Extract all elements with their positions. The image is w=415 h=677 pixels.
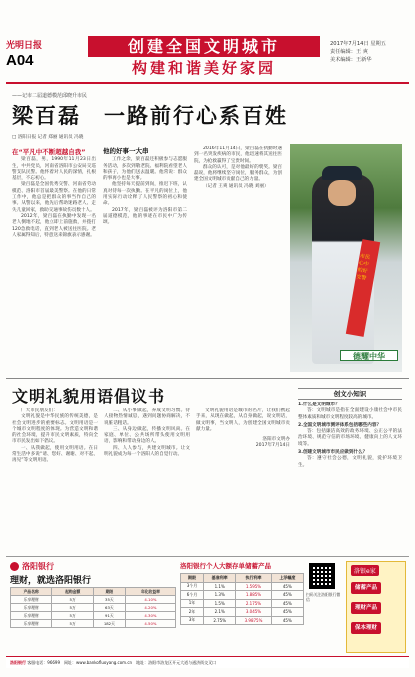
table-header: 基准利率 [204,574,236,583]
table-cell: 6个月 [181,591,204,600]
issue-info [330,40,412,64]
lead-column-3 [194,146,282,372]
table-cell: 4.30% [125,612,175,620]
box-answer: 答：文明城市是指在全面建设小康社会中市民整体素质和城市文明程度较高的城市。 [298,408,402,420]
officer-face [328,180,356,206]
table-cell: 乐享理财 [11,596,52,604]
lead-paragraph: 工作之余，梁百磊还积极参与志愿服务活动，多次到敬老院、福利院看望老人和孩子，为他们送去温暖。他常说：群众的事再小也是大事。 [103,157,187,182]
promo-wealth[interactable]: 理财产品 [351,602,381,614]
table-cell: 1.885% [236,591,271,600]
table-cell: 1年 [181,599,204,608]
table-cell: 5万 [52,612,93,620]
lead-paragraph: 梁百磊，男，1990年11月23日出生，中共党员，河南省洛阳市公安局交巡警支队民警。他怀着对人民的深情，扎根基层，不忘初心。 [12,157,96,182]
photo-badge: 德耀中华 [340,350,398,361]
table-header: 年化收益率 [125,588,175,596]
campaign-banner [88,36,320,78]
footer-bank-name: 洛阳银行 [10,660,26,665]
table-cell: 45% [271,591,303,600]
table-cell: 45% [271,608,303,617]
officer-hat [322,166,362,180]
lead-paragraph: 2016年11月14日，梁百磊在执勤时遇到一名突发疾病的市民，他迅速将其送往医院，为抢救赢得了宝贵时间。 [194,146,282,164]
bank-mark-icon [10,562,19,571]
bank-logo [10,561,54,572]
table-cell: 3.045% [236,608,271,617]
table-cell: 5万 [52,604,93,612]
newspaper-logo: 光明日报 [6,41,43,51]
table-header: 上浮幅度 [271,574,303,583]
second-paragraph: 四、人人参与，共建文明城市。让文明礼貌成为每一个洛阳人的自觉行动。 [104,445,190,458]
sidebar-box [298,402,402,556]
table-cell: 2.75% [204,616,236,625]
table-header: 起购金额 [52,588,93,596]
table-cell: 63天 [93,604,125,612]
promo-panel [346,561,406,653]
deposit-table-title: 洛阳银行个人大额存单储蓄产品 [180,562,271,570]
table-cell: 乐享理财 [11,612,52,620]
sidebar-box-title: 创文小知识 [298,388,402,400]
box-question: 3.创建文明城市市民应做到什么？ [298,450,368,456]
table-cell: 5万 [52,620,93,628]
table-cell: 3年 [181,616,204,625]
second-paragraph: 二、从小事做起，养成文明习惯。待人接物热情诚恳，遇到问题协商解决，不说脏话粗话。 [104,408,190,426]
top-divider [6,82,409,84]
ad-footer [6,656,409,668]
lead-byline: □ 洛阳日报 记者 郑丽 通讯员 冯晓 [12,135,84,140]
table-cell: 182天 [93,620,125,628]
table-cell: 2.1% [204,608,236,617]
table-cell: 1.595% [236,582,271,591]
table-row [181,582,304,591]
table-cell: 4.10% [125,596,175,604]
lead-paragraph: 2012年，梁百磊在执勤中发现一名老人倒地不起，他立即上前施救，并拨打120急救电话，直到老人被送往医院。老人家属得知后，特意送来锦旗表示感谢。 [12,213,96,238]
second-paragraph: 一、从我做起，使用文明用语。在日常生活中多说“请、您好、谢谢、对不起、再见”等文明用语。 [12,445,98,464]
table-header-row [181,574,304,583]
signature-org: 洛阳市文明办 [262,437,290,443]
lead-headline: 梁百磊 一路前行心系百姓 [12,103,288,128]
second-paragraph: 文明礼貌用语是城市的名片，让我们携起手来，从现在做起，从自身做起，说文明话，做文明事，当文明人，为创建全国文明城市贡献力量。 [196,408,290,432]
lead-subhead-2: 他的好事一大串 [103,147,149,155]
table-cell: 35天 [93,596,125,604]
masthead [0,0,415,77]
table-row [181,599,304,608]
table-cell: 2年 [181,608,204,617]
promo-savings[interactable]: 储蓄产品 [351,582,381,594]
table-row [11,612,176,620]
table-cell: 3.9875% [236,616,271,625]
lead-paragraph: 他坚持每天提前到岗，推迟下班，认真对待每一次执勤。在平凡的岗位上，他用实际行动诠释了人民警察的初心和使命。 [103,182,187,207]
box-question: 1.什么是文明城市？ [298,402,340,407]
table-header: 期限 [181,574,204,583]
table-cell: 45% [271,599,303,608]
table-cell: 5万 [52,596,93,604]
sash-text: 市民心中的好交警 [355,253,371,282]
table-header: 期限 [93,588,125,596]
promo-guaranteed[interactable]: 保本理财 [351,622,381,634]
table-cell: 4.50% [125,620,175,628]
lead-paragraph: 群众的认可，是对他最好的褒奖。梁百磊说，他将继续坚守岗位，服务群众，为创建全国文明城市贡献自己的力量。 [194,164,282,183]
table-cell: 45% [271,582,303,591]
table-row [181,608,304,617]
table-row [11,620,176,628]
second-column-2 [104,408,190,552]
box-question: 2.全国文明城市测评体系包括哪些内容？ [298,422,382,428]
second-column-3 [196,408,290,552]
lead-column-2 [103,146,187,372]
table-cell: 1.5% [204,599,236,608]
table-header-row [11,588,176,596]
table-row [181,591,304,600]
table-cell: 乐享理财 [11,620,52,628]
table-cell: 1.1% [204,582,236,591]
banner-line-2: 构建和谐美好家园 [131,59,276,77]
table-cell: 4.20% [125,604,175,612]
table-cell: 91天 [93,612,125,620]
table-cell: 乐享理财 [11,604,52,612]
ad-headline: 理财，就选洛阳银行 [10,576,92,586]
middle-divider [6,378,409,379]
box-answer: 答：遵守社会公德，文明礼貌，爱护环境卫生。 [298,456,402,468]
second-headline: 文明礼貌用语倡议书 [12,387,166,406]
lead-paragraph: 梁百磊是全国优秀交警、河南省劳动模范、洛阳市首届最美警察。在他的日常工作中，他总是把群众的事当作自己的事。从警以来，他先后帮助迷路老人、走失儿童回家，救助交通事故伤员数十人。 [12,182,96,213]
signature-date: 2017年7月14日 [255,443,290,449]
qr-caption: 扫码关注洛阳银行微信 [306,592,341,602]
table-row [11,596,176,604]
lead-column-1 [12,146,96,372]
table-row [181,616,304,625]
issue-art-editor: 美术编辑：王新华 [330,57,372,63]
lead-paragraph: 2017年，梁百磊被评为洛阳市第二届道德模范，他的事迹在市民中广为传颂。 [103,207,187,226]
lead-subhead-1: 在“平凡中不断超越自我” [12,148,86,156]
table-cell: 3个月 [181,582,204,591]
page-number: A04 [6,52,34,69]
second-paragraph: 广大市民朋友们： [21,408,58,413]
second-column-1 [12,408,98,552]
table-header: 执行利率 [236,574,271,583]
table-cell: 1.3% [204,591,236,600]
table-header: 产品名称 [11,588,52,596]
bank-name: 洛阳银行 [22,562,54,571]
table-row [11,604,176,612]
issue-date: 2017年7月14日 星期五 [330,41,386,47]
banner-line-1: 创建全国文明城市 [88,36,320,57]
issue-editor: 责任编辑：王 爽 [330,49,368,55]
bank-advertisement [6,556,409,668]
wealth-products-table [10,587,176,628]
table-cell: 2.175% [236,599,271,608]
portrait-photo [290,144,402,372]
table-cell: 45% [271,616,303,625]
box-answer: 答：包括廉洁高效的政务环境、公正公平的法治环境、规范守信的市场环境、健康向上的人文环境等。 [298,429,402,447]
second-paragraph: 三、从身边做起，传播文明风尚。在家庭、单位、公共场所带头使用文明用语，影响和带动身边的人。 [104,426,190,445]
footer-contact: 客服电话：96699 网址：www.bankofluoyang.com.cn 地址：洛阳市洛龙区开元大道与通济街交叉口 [27,660,217,665]
promo-title: 洛银e家 [351,565,379,576]
deposit-rates-table [180,573,304,625]
lead-paragraph: （记者 王爽 通讯员 冯晓 刘丽） [203,183,269,189]
second-paragraph: 文明礼貌是中华民族的传统美德，是社会文明进步的重要标志。文明用语是一个城市文明程度的体现。为营造文明和谐的社会环境，提升市民文明素质，特向全市市民发出如下倡议。 [12,414,98,445]
lead-kicker: ——记市二届道德模范邱晓升市民 [12,93,88,99]
qr-code-icon[interactable] [309,563,335,589]
